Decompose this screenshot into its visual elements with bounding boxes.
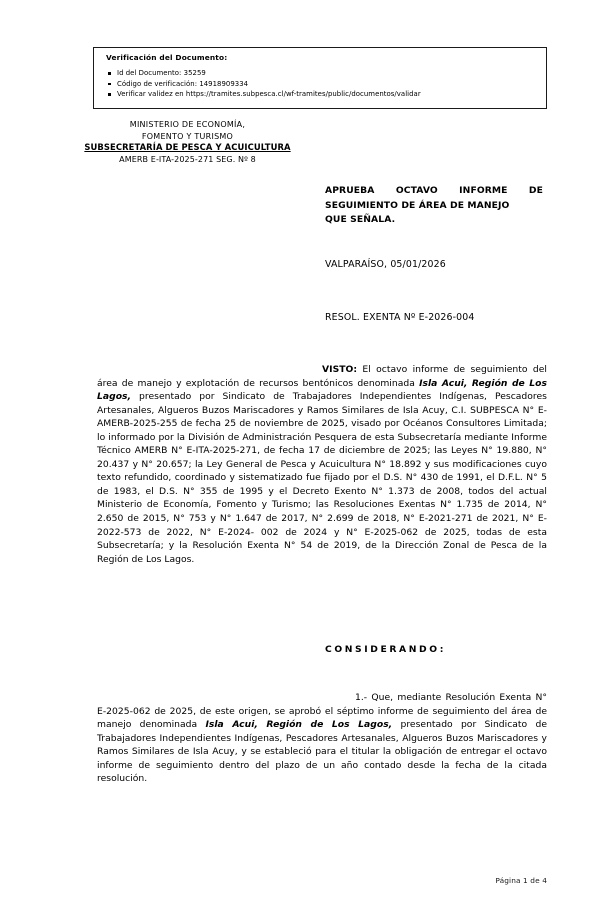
ministry-header [45,119,330,165]
verification-item-url-text: Verificar validez en https://tramites.subpesca.cl/wf-tramites/public/documentos/validar [117,90,421,99]
verification-box [93,47,547,109]
bullet-icon [108,93,111,96]
visto-part-2: presentado por Sindicato de Trabajadores Independientes Indígenas, Pescadores Artesanales, Algueros Buzos Mariscadores y Ramos Similares de Isla Acuy, C.I. SUBPESCA N° E-AMERB-2025-255 de fecha 25 de noviembre de 2025, visado por Océanos Consultores Limitada; lo informado por la División de Administración Pesquera de esta Subsecretaría mediante Informe Técnico AMERB N° E-ITA-2025-271, de fecha 17 de diciembre de 2025; las Leyes N° 19.880, N° 20.437 y N° 20.657; la Ley General de Pesca y Acuicultura N° 18.892 y sus modificaciones cuyo texto refundido, coordinado y sistematizado fue fijado por el D.S. N° 430 de 1991, el D.F.L. N° 5 de 1983, el D.S. N° 355 de 1995 y el Decreto Exento N° 1.373 de 2008, todos del actual Ministerio de Economía, Fomento y Turismo; las Resoluciones Exentas N° 1.735 de 2014, N° 2.650 de 2015, N° 753 y N° 1.647 de 2017, N° 2.699 de 2018, N° E-2021-271 de 2021, N° E-2022-573 de 2022, N° E-2024- 002 de 2024 y N° E-2025-062 de 2025, todas de esta Subsecretaría; y la Resolución Exenta N° 54 de 2019, de la Dirección Zonal de Pesca de la Región de Los Lagos. [97,391,547,565]
ministry-line-2: FOMENTO Y TURISMO [141,131,234,141]
verification-item-id-text: Id del Documento: 35259 [117,69,206,77]
verification-item-id [108,68,538,79]
place-and-date: VALPARAÍSO, 05/01/2026 [325,259,446,270]
bullet-icon [108,72,111,75]
verification-item-code [108,79,538,90]
verification-item-url [108,89,538,100]
considerando-heading: CONSIDERANDO: [325,644,446,655]
verification-item-code-text: Código de verificación: 14918909334 [117,79,249,88]
verification-list [108,68,538,100]
considerando-part-1: 1.- Que, mediante Resolución Exenta N° E-2025-062 de 2025, de este origen, se aprobó el séptimo informe de seguimiento del área de manejo denominada [97,692,547,731]
visto-paragraph [97,363,547,566]
considerando-paragraph [97,691,547,786]
subject-text: APRUEBA OCTAVO INFORME DE SEGUIMIENTO DE ÁREA DE MANEJO [325,185,543,211]
subject-block [325,184,543,228]
bullet-icon [108,83,111,86]
document-code: AMERB E-ITA-2025-271 SEG. Nº 8 [119,154,256,164]
resolution-number: RESOL. EXENTA Nº E-2026-004 [325,312,475,323]
considerando-area-name: Isla Acui, Región de Los Lagos, [205,719,393,731]
subsecretaria-line: SUBSECRETARÍA DE PESCA Y ACUICULTURA [84,142,291,153]
visto-area-name: Isla Acui, Región de Los Lagos, [97,377,547,403]
considerando-part-2: presentado por Sindicato de Trabajadores Independientes Indígenas, Pescadores Artesanales, Algueros Buzos Mariscadores y Ramos Similares de Isla Acuy, y se estableció para el titular la obligación de entregar el octavo informe de seguimiento dentro del plazo de un año contado desde la fecha de la citada resolución. [97,719,547,785]
ministry-line-1: MINISTERIO DE ECONOMÍA, [129,120,246,129]
verification-title: Verificación del Documento: [106,53,228,62]
subject-last-line: QUE SEÑALA. [325,214,396,226]
visto-label: VISTO: [322,364,358,375]
page-footer: Página 1 de 4 [495,876,547,885]
visto-part-1: El octavo informe de seguimiento del área de manejo y explotación de recursos bentónicos denominada [97,364,547,389]
